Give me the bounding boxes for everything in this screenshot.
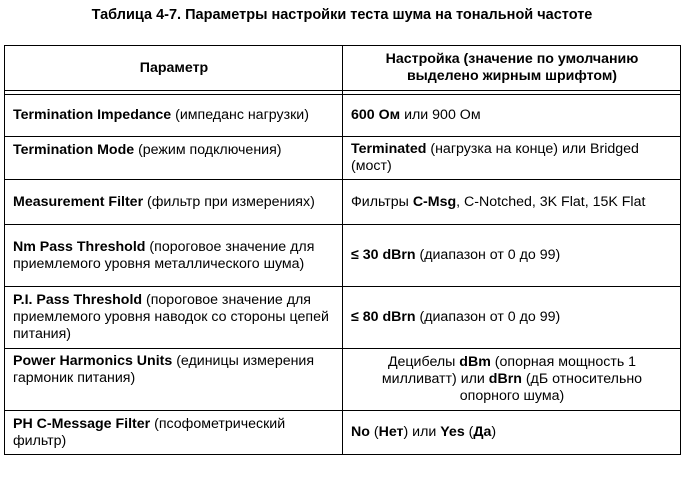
setting-cell: No (Нет) или Yes (Да) xyxy=(343,411,681,455)
setting-cell: 600 Ом или 900 Ом xyxy=(343,95,681,137)
table-row xyxy=(5,349,681,411)
param-cell: Power Harmonics Units (единицы измерения гармоник питания) xyxy=(5,349,343,411)
setting-cell: Terminated (нагрузка на конце) или Bridged (мост) xyxy=(343,137,681,180)
setting-cell: Фильтры C-Msg, C-Notched, 3K Flat, 15K Flat xyxy=(343,180,681,225)
settings-table xyxy=(4,45,681,455)
table-row xyxy=(5,95,681,137)
header-setting: Настройка (значение по умолчанию выделено жирным шрифтом) xyxy=(343,46,681,91)
setting-cell: ≤ 30 dBrn (диапазон от 0 до 99) xyxy=(343,225,681,287)
param-cell: Termination Impedance (импеданс нагрузки) xyxy=(5,95,343,137)
table-row xyxy=(5,411,681,455)
param-cell: Nm Pass Threshold (пороговое значение для приемлемого уровня металлического шума) xyxy=(5,225,343,287)
param-cell: P.I. Pass Threshold (пороговое значение для приемлемого уровня наводок со стороны цепей питания) xyxy=(5,287,343,349)
setting-cell: Децибелы dBm (опорная мощность 1 милливатт) или dBrn (дБ относительно опорного шума) xyxy=(343,349,681,411)
param-cell: PH C-Message Filter (псофометрический фильтр) xyxy=(5,411,343,455)
setting-cell: ≤ 80 dBrn (диапазон от 0 до 99) xyxy=(343,287,681,349)
table-title: Таблица 4-7. Параметры настройки теста шума на тональной частоте xyxy=(91,7,593,23)
param-cell: Termination Mode (режим подключения) xyxy=(5,137,343,180)
table-row xyxy=(5,225,681,287)
header-param: Параметр xyxy=(5,46,343,91)
table-row xyxy=(5,180,681,225)
table-row xyxy=(5,287,681,349)
param-cell: Measurement Filter (фильтр при измерениях) xyxy=(5,180,343,225)
table-header-row xyxy=(5,46,681,91)
table-row xyxy=(5,137,681,180)
